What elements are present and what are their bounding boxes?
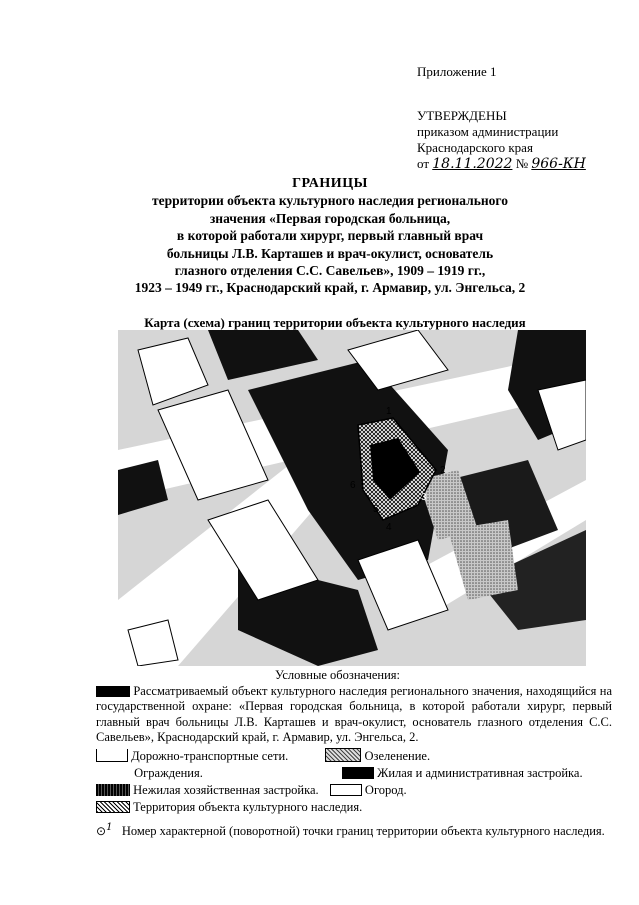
residential-label: Жилая и административная застройка.: [377, 766, 583, 780]
title-line: территории объекта культурного наследия регионального: [152, 193, 508, 209]
greenery-label: Озеленение.: [364, 749, 431, 763]
residential-swatch-icon: [342, 767, 374, 779]
title-line: глазного отделения С.С. Савельев», 1909 – 1919 гг.,: [174, 263, 486, 279]
legend-row-1: [96, 748, 612, 764]
from-label: от: [417, 156, 430, 171]
approval-block: [417, 108, 627, 172]
fences-label: Ограждения.: [134, 766, 203, 780]
garden-label: Огород.: [364, 783, 407, 797]
boundary-map: [118, 330, 586, 666]
title-line: значения «Первая городская больница,: [209, 210, 451, 226]
object-description: Рассматриваемый объект культурного наследия регионального значения, находящийся на государственной охране: «Первая городская больница, в которой работали хирург, первый главный врач больницы Л.В. Карташев и врач-окулист, основатель глазного отделения С.С. Савельев», Краснодарский край, г. Армавир, ул. Энгельса, 2.: [96, 684, 612, 745]
number-label: №: [515, 156, 529, 171]
greenery-swatch-icon: [325, 748, 361, 762]
territory-label: Территория объекта культурного наследия.: [133, 800, 363, 814]
territory-swatch-icon: [96, 801, 130, 813]
point-description: Номер характерной (поворотной) точки границ территории объекта культурного наследия.: [121, 824, 605, 838]
legend-row-2: [96, 766, 612, 781]
point-symbol-icon: ⊙$^1$: [96, 822, 113, 838]
handwritten-date: 18.11.2022: [432, 156, 513, 172]
approval-line-2: Краснодарского края: [417, 140, 533, 155]
title-line: больницы Л.В. Карташев и врач-окулист, основатель: [166, 245, 494, 261]
point-label: 3: [421, 492, 427, 503]
object-swatch-icon: [96, 686, 130, 697]
roads-label: Дорожно-транспортные сети.: [131, 749, 289, 763]
handwritten-number: 966-КН: [531, 156, 586, 172]
point-label: 2: [440, 465, 446, 476]
title-line: 1923 – 1949 гг., Краснодарский край, г. Армавир, ул. Энгельса, 2: [134, 280, 526, 296]
map-heading: Карта (схема) границ территории объекта культурного наследия: [144, 315, 526, 330]
point-label: 5: [373, 504, 379, 515]
point-label: 4: [386, 522, 392, 533]
legend-row-3: [96, 783, 612, 798]
approval-heading: УТВЕРЖДЕНЫ: [417, 108, 507, 123]
document-title: [60, 175, 600, 297]
legend-point: [96, 820, 612, 839]
appendix-label: Приложение 1: [417, 64, 497, 79]
nonresidential-swatch-icon: [96, 784, 130, 796]
legend-object: [96, 684, 612, 746]
garden-swatch-icon: [330, 784, 362, 796]
point-symbol-number: 1: [106, 822, 113, 833]
road-swatch-icon: [96, 749, 128, 762]
approval-date-line: [417, 156, 627, 172]
title-line: в которой работали хирург, первый главный врач: [176, 228, 484, 244]
point-label: 6: [350, 480, 356, 491]
legend-title: Условные обозначения:: [275, 668, 401, 682]
legend-row-4: [96, 800, 612, 815]
approval-line-1: приказом администрации: [417, 124, 559, 139]
nonresidential-label: Нежилая хозяйственная застройка.: [133, 783, 319, 797]
title-heading: ГРАНИЦЫ: [292, 176, 368, 191]
point-label: 1: [386, 406, 392, 417]
